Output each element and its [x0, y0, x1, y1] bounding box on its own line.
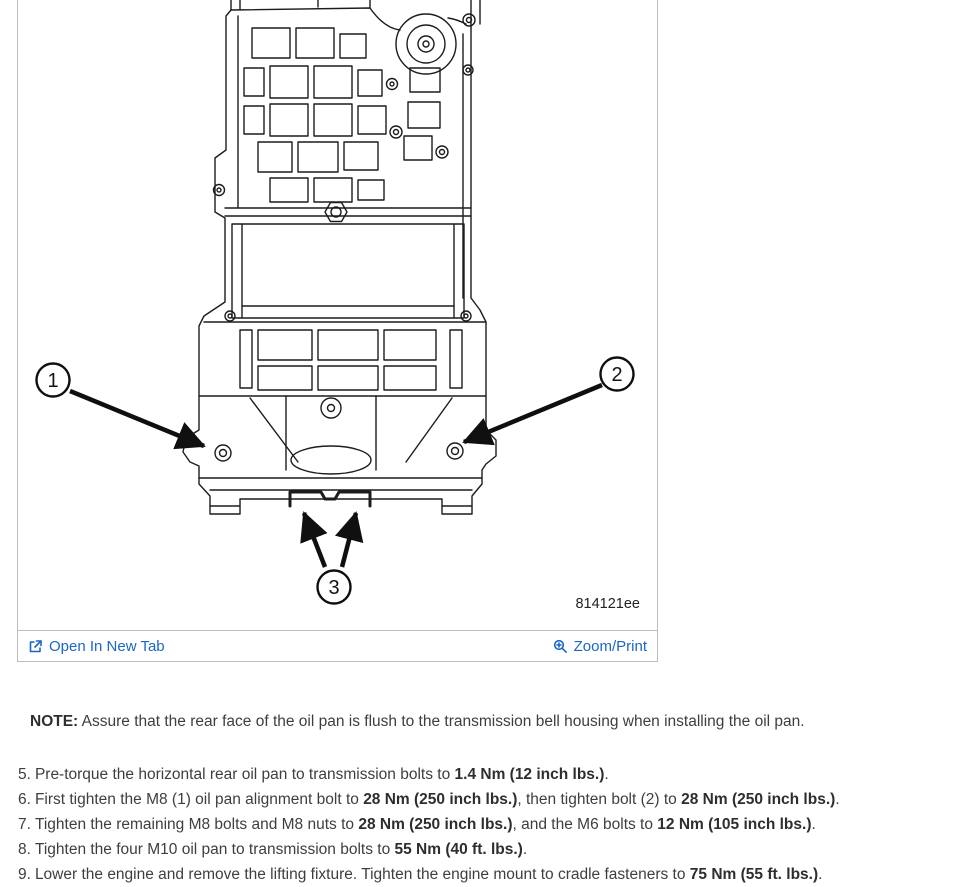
- pump-boss: [396, 14, 456, 74]
- step-text: Pre-torque the horizontal rear oil pan to transmission bolts to 1.4 Nm (12 inch lbs.).: [34, 766, 609, 783]
- step-9: [18, 862, 955, 887]
- step-number: 5.: [18, 766, 31, 783]
- pan-body-outline: [183, 10, 496, 514]
- zoom-print-link[interactable]: [553, 639, 647, 654]
- figure-area: [18, 0, 657, 630]
- pan-outline: [231, 8, 400, 30]
- note-text: Assure that the rear face of the oil pan is flush to the transmission bell housing when installing the oil pan.: [81, 713, 805, 730]
- callout-3-arrow-right: [342, 513, 356, 567]
- sump-details: [199, 396, 482, 506]
- note-label: NOTE:: [30, 713, 79, 730]
- pan-drawing: [183, 0, 496, 514]
- step-text: Tighten the remaining M8 bolts and M8 nuts to 28 Nm (250 inch lbs.), and the M6 bolts to 12 Nm (105 inch lbs.).: [34, 816, 816, 833]
- callout-2-arrow: [464, 385, 602, 442]
- top-right-bolt: [463, 14, 475, 26]
- step-number: 7.: [18, 816, 31, 833]
- step-number: 8.: [18, 841, 31, 858]
- step-number: 9.: [18, 866, 31, 883]
- pan-top-cutoff-lines: [231, 0, 480, 28]
- callout-2: [464, 358, 634, 443]
- callouts: [37, 358, 634, 604]
- callout-1: [37, 364, 205, 447]
- callout-1-arrow: [70, 391, 204, 446]
- step-5: [18, 762, 955, 787]
- zoom-icon: [553, 639, 568, 654]
- open-in-new-tab-icon: [28, 639, 43, 654]
- open-in-new-tab-label: Open In New Tab: [49, 637, 165, 655]
- open-in-new-tab-link[interactable]: [28, 639, 165, 654]
- steps-list: [18, 762, 955, 887]
- middle-cavity-lines: [204, 306, 486, 322]
- figure-code: 814121ee: [575, 596, 640, 612]
- step-number: 6.: [18, 791, 31, 808]
- callout-3-arrow-left: [304, 513, 325, 567]
- callout-2-label: 2: [611, 364, 623, 386]
- lower-grid: [240, 330, 462, 390]
- instructions-section: [0, 712, 955, 887]
- drain-plug-hex: [325, 203, 347, 222]
- step-text: Lower the engine and remove the lifting fixture. Tighten the engine mount to cradle fasteners to 75 Nm (55 ft. lbs.).: [34, 866, 823, 883]
- figure-toolbar: [18, 630, 657, 661]
- grid-bolt-bosses: [387, 79, 449, 159]
- step-6: [18, 787, 955, 812]
- zoom-print-label: Zoom/Print: [573, 637, 647, 655]
- step-text: Tighten the four M10 oil pan to transmission bolts to 55 Nm (40 ft. lbs.).: [34, 841, 528, 858]
- callout-1-label: 1: [47, 370, 59, 392]
- callout-3: [304, 513, 356, 604]
- step-8: [18, 837, 955, 862]
- mid-band: [225, 208, 471, 216]
- step-text: First tighten the M8 (1) oil pan alignment bolt to 28 Nm (250 inch lbs.), then tighten bolt (2) to 28 Nm (250 inch lbs.).: [34, 791, 840, 808]
- oil-pan-diagram: [18, 0, 657, 630]
- figure-panel: [17, 0, 658, 662]
- note-paragraph: [30, 712, 955, 731]
- pan-inner-walls: [238, 16, 463, 318]
- alignment-bolt-1: [215, 445, 231, 461]
- middle-cavity: [232, 224, 464, 318]
- callout-3-label: 3: [328, 577, 340, 599]
- step-7: [18, 812, 955, 837]
- alignment-bolt-2: [447, 443, 463, 459]
